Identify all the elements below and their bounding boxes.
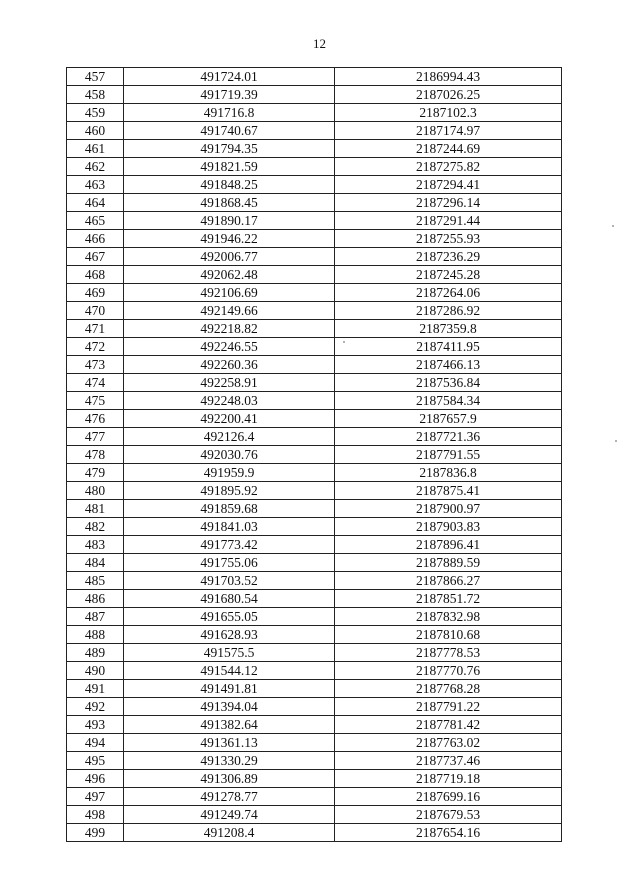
- point-number-cell: 477: [67, 428, 124, 446]
- table-row: [67, 122, 562, 140]
- y-coordinate-cell: 2187763.02: [335, 734, 562, 752]
- y-coordinate-cell: 2187291.44: [335, 212, 562, 230]
- table-row: [67, 374, 562, 392]
- y-coordinate-cell: 2187264.06: [335, 284, 562, 302]
- x-coordinate-cell: 491716.8: [124, 104, 335, 122]
- table-row: [67, 536, 562, 554]
- point-number-cell: 488: [67, 626, 124, 644]
- point-number-cell: 463: [67, 176, 124, 194]
- point-number-cell: 480: [67, 482, 124, 500]
- x-coordinate-cell: 491278.77: [124, 788, 335, 806]
- x-coordinate-cell: 492149.66: [124, 302, 335, 320]
- table-row: [67, 698, 562, 716]
- x-coordinate-cell: 491890.17: [124, 212, 335, 230]
- point-number-cell: 492: [67, 698, 124, 716]
- x-coordinate-cell: 491773.42: [124, 536, 335, 554]
- point-number-cell: 493: [67, 716, 124, 734]
- scan-speck: [612, 225, 614, 227]
- y-coordinate-cell: 2187584.34: [335, 392, 562, 410]
- point-number-cell: 457: [67, 68, 124, 86]
- y-coordinate-cell: 2187244.69: [335, 140, 562, 158]
- x-coordinate-cell: 491680.54: [124, 590, 335, 608]
- point-number-cell: 476: [67, 410, 124, 428]
- x-coordinate-cell: 492006.77: [124, 248, 335, 266]
- table-row: [67, 356, 562, 374]
- point-number-cell: 458: [67, 86, 124, 104]
- point-number-cell: 494: [67, 734, 124, 752]
- page-number: 12: [313, 36, 326, 51]
- x-coordinate-cell: 491841.03: [124, 518, 335, 536]
- point-number-cell: 497: [67, 788, 124, 806]
- table-row: [67, 554, 562, 572]
- point-number-cell: 479: [67, 464, 124, 482]
- point-number-cell: 495: [67, 752, 124, 770]
- table-row: [67, 752, 562, 770]
- y-coordinate-cell: 2187781.42: [335, 716, 562, 734]
- x-coordinate-cell: 492260.36: [124, 356, 335, 374]
- table-row: [67, 824, 562, 842]
- y-coordinate-cell: 2187236.29: [335, 248, 562, 266]
- point-number-cell: 459: [67, 104, 124, 122]
- point-number-cell: 487: [67, 608, 124, 626]
- table-row: [67, 428, 562, 446]
- x-coordinate-cell: 492248.03: [124, 392, 335, 410]
- x-coordinate-cell: 492218.82: [124, 320, 335, 338]
- x-coordinate-cell: 491306.89: [124, 770, 335, 788]
- x-coordinate-cell: 491394.04: [124, 698, 335, 716]
- x-coordinate-cell: 492030.76: [124, 446, 335, 464]
- x-coordinate-cell: 492246.55: [124, 338, 335, 356]
- y-coordinate-cell: 2187026.25: [335, 86, 562, 104]
- y-coordinate-cell: 2187255.93: [335, 230, 562, 248]
- table-row: [67, 392, 562, 410]
- x-coordinate-cell: 491208.4: [124, 824, 335, 842]
- x-coordinate-cell: 491740.67: [124, 122, 335, 140]
- x-coordinate-cell: 492258.91: [124, 374, 335, 392]
- x-coordinate-cell: 491794.35: [124, 140, 335, 158]
- table-row: [67, 176, 562, 194]
- table-row: [67, 608, 562, 626]
- point-number-cell: 466: [67, 230, 124, 248]
- table-row: [67, 500, 562, 518]
- point-number-cell: 470: [67, 302, 124, 320]
- x-coordinate-cell: 491628.93: [124, 626, 335, 644]
- x-coordinate-cell: 491719.39: [124, 86, 335, 104]
- table-row: [67, 446, 562, 464]
- table-row: [67, 788, 562, 806]
- point-number-cell: 467: [67, 248, 124, 266]
- x-coordinate-cell: 491575.5: [124, 644, 335, 662]
- table-row: [67, 482, 562, 500]
- y-coordinate-cell: 2187657.9: [335, 410, 562, 428]
- coordinates-table: [66, 67, 562, 842]
- y-coordinate-cell: 2187832.98: [335, 608, 562, 626]
- point-number-cell: 481: [67, 500, 124, 518]
- table-row: [67, 104, 562, 122]
- y-coordinate-cell: 2187245.28: [335, 266, 562, 284]
- table-row: [67, 212, 562, 230]
- scan-speck: [615, 440, 617, 442]
- point-number-cell: 475: [67, 392, 124, 410]
- table-row: [67, 230, 562, 248]
- point-number-cell: 461: [67, 140, 124, 158]
- y-coordinate-cell: 2187359.8: [335, 320, 562, 338]
- y-coordinate-cell: 2187102.3: [335, 104, 562, 122]
- point-number-cell: 484: [67, 554, 124, 572]
- point-number-cell: 478: [67, 446, 124, 464]
- x-coordinate-cell: 491724.01: [124, 68, 335, 86]
- y-coordinate-cell: 2187791.55: [335, 446, 562, 464]
- point-number-cell: 490: [67, 662, 124, 680]
- point-number-cell: 482: [67, 518, 124, 536]
- table-row: [67, 338, 562, 356]
- y-coordinate-cell: 2187721.36: [335, 428, 562, 446]
- y-coordinate-cell: 2187866.27: [335, 572, 562, 590]
- table-row: [67, 734, 562, 752]
- table-row: [67, 266, 562, 284]
- x-coordinate-cell: 492062.48: [124, 266, 335, 284]
- point-number-cell: 485: [67, 572, 124, 590]
- table-row: [67, 158, 562, 176]
- scan-speck: [343, 341, 345, 343]
- point-number-cell: 491: [67, 680, 124, 698]
- point-number-cell: 472: [67, 338, 124, 356]
- point-number-cell: 469: [67, 284, 124, 302]
- x-coordinate-cell: 491821.59: [124, 158, 335, 176]
- y-coordinate-cell: 2187903.83: [335, 518, 562, 536]
- point-number-cell: 471: [67, 320, 124, 338]
- point-number-cell: 489: [67, 644, 124, 662]
- x-coordinate-cell: 491848.25: [124, 176, 335, 194]
- table-row: [67, 248, 562, 266]
- y-coordinate-cell: 2187719.18: [335, 770, 562, 788]
- point-number-cell: 462: [67, 158, 124, 176]
- table-row: [67, 626, 562, 644]
- x-coordinate-cell: 492126.4: [124, 428, 335, 446]
- y-coordinate-cell: 2187294.41: [335, 176, 562, 194]
- y-coordinate-cell: 2187889.59: [335, 554, 562, 572]
- table-row: [67, 284, 562, 302]
- point-number-cell: 464: [67, 194, 124, 212]
- y-coordinate-cell: 2187851.72: [335, 590, 562, 608]
- x-coordinate-cell: 492200.41: [124, 410, 335, 428]
- x-coordinate-cell: 491361.13: [124, 734, 335, 752]
- table-row: [67, 140, 562, 158]
- x-coordinate-cell: 491946.22: [124, 230, 335, 248]
- point-number-cell: 465: [67, 212, 124, 230]
- x-coordinate-cell: 491868.45: [124, 194, 335, 212]
- table-row: [67, 68, 562, 86]
- table-row: [67, 410, 562, 428]
- y-coordinate-cell: 2187679.53: [335, 806, 562, 824]
- y-coordinate-cell: 2187275.82: [335, 158, 562, 176]
- y-coordinate-cell: 2186994.43: [335, 68, 562, 86]
- y-coordinate-cell: 2187411.95: [335, 338, 562, 356]
- x-coordinate-cell: 491895.92: [124, 482, 335, 500]
- y-coordinate-cell: 2187791.22: [335, 698, 562, 716]
- table-row: [67, 86, 562, 104]
- point-number-cell: 499: [67, 824, 124, 842]
- table-row: [67, 464, 562, 482]
- x-coordinate-cell: 491330.29: [124, 752, 335, 770]
- point-number-cell: 498: [67, 806, 124, 824]
- y-coordinate-cell: 2187770.76: [335, 662, 562, 680]
- x-coordinate-cell: 491703.52: [124, 572, 335, 590]
- table-row: [67, 716, 562, 734]
- table-row: [67, 662, 562, 680]
- x-coordinate-cell: 491655.05: [124, 608, 335, 626]
- y-coordinate-cell: 2187536.84: [335, 374, 562, 392]
- table-row: [67, 194, 562, 212]
- x-coordinate-cell: 491249.74: [124, 806, 335, 824]
- table-row: [67, 572, 562, 590]
- y-coordinate-cell: 2187778.53: [335, 644, 562, 662]
- x-coordinate-cell: 491544.12: [124, 662, 335, 680]
- y-coordinate-cell: 2187896.41: [335, 536, 562, 554]
- y-coordinate-cell: 2187296.14: [335, 194, 562, 212]
- table-row: [67, 770, 562, 788]
- x-coordinate-cell: 491859.68: [124, 500, 335, 518]
- x-coordinate-cell: 491755.06: [124, 554, 335, 572]
- point-number-cell: 496: [67, 770, 124, 788]
- point-number-cell: 460: [67, 122, 124, 140]
- point-number-cell: 483: [67, 536, 124, 554]
- table-row: [67, 518, 562, 536]
- table-row: [67, 590, 562, 608]
- y-coordinate-cell: 2187174.97: [335, 122, 562, 140]
- x-coordinate-cell: 492106.69: [124, 284, 335, 302]
- table-row: [67, 680, 562, 698]
- y-coordinate-cell: 2187768.28: [335, 680, 562, 698]
- y-coordinate-cell: 2187466.13: [335, 356, 562, 374]
- x-coordinate-cell: 491491.81: [124, 680, 335, 698]
- point-number-cell: 474: [67, 374, 124, 392]
- x-coordinate-cell: 491382.64: [124, 716, 335, 734]
- x-coordinate-cell: 491959.9: [124, 464, 335, 482]
- y-coordinate-cell: 2187286.92: [335, 302, 562, 320]
- y-coordinate-cell: 2187810.68: [335, 626, 562, 644]
- table-row: [67, 320, 562, 338]
- y-coordinate-cell: 2187900.97: [335, 500, 562, 518]
- coordinates-table-body: [67, 68, 562, 842]
- table-row: [67, 806, 562, 824]
- point-number-cell: 486: [67, 590, 124, 608]
- y-coordinate-cell: 2187737.46: [335, 752, 562, 770]
- y-coordinate-cell: 2187699.16: [335, 788, 562, 806]
- table-row: [67, 644, 562, 662]
- point-number-cell: 473: [67, 356, 124, 374]
- point-number-cell: 468: [67, 266, 124, 284]
- table-row: [67, 302, 562, 320]
- y-coordinate-cell: 2187654.16: [335, 824, 562, 842]
- y-coordinate-cell: 2187836.8: [335, 464, 562, 482]
- y-coordinate-cell: 2187875.41: [335, 482, 562, 500]
